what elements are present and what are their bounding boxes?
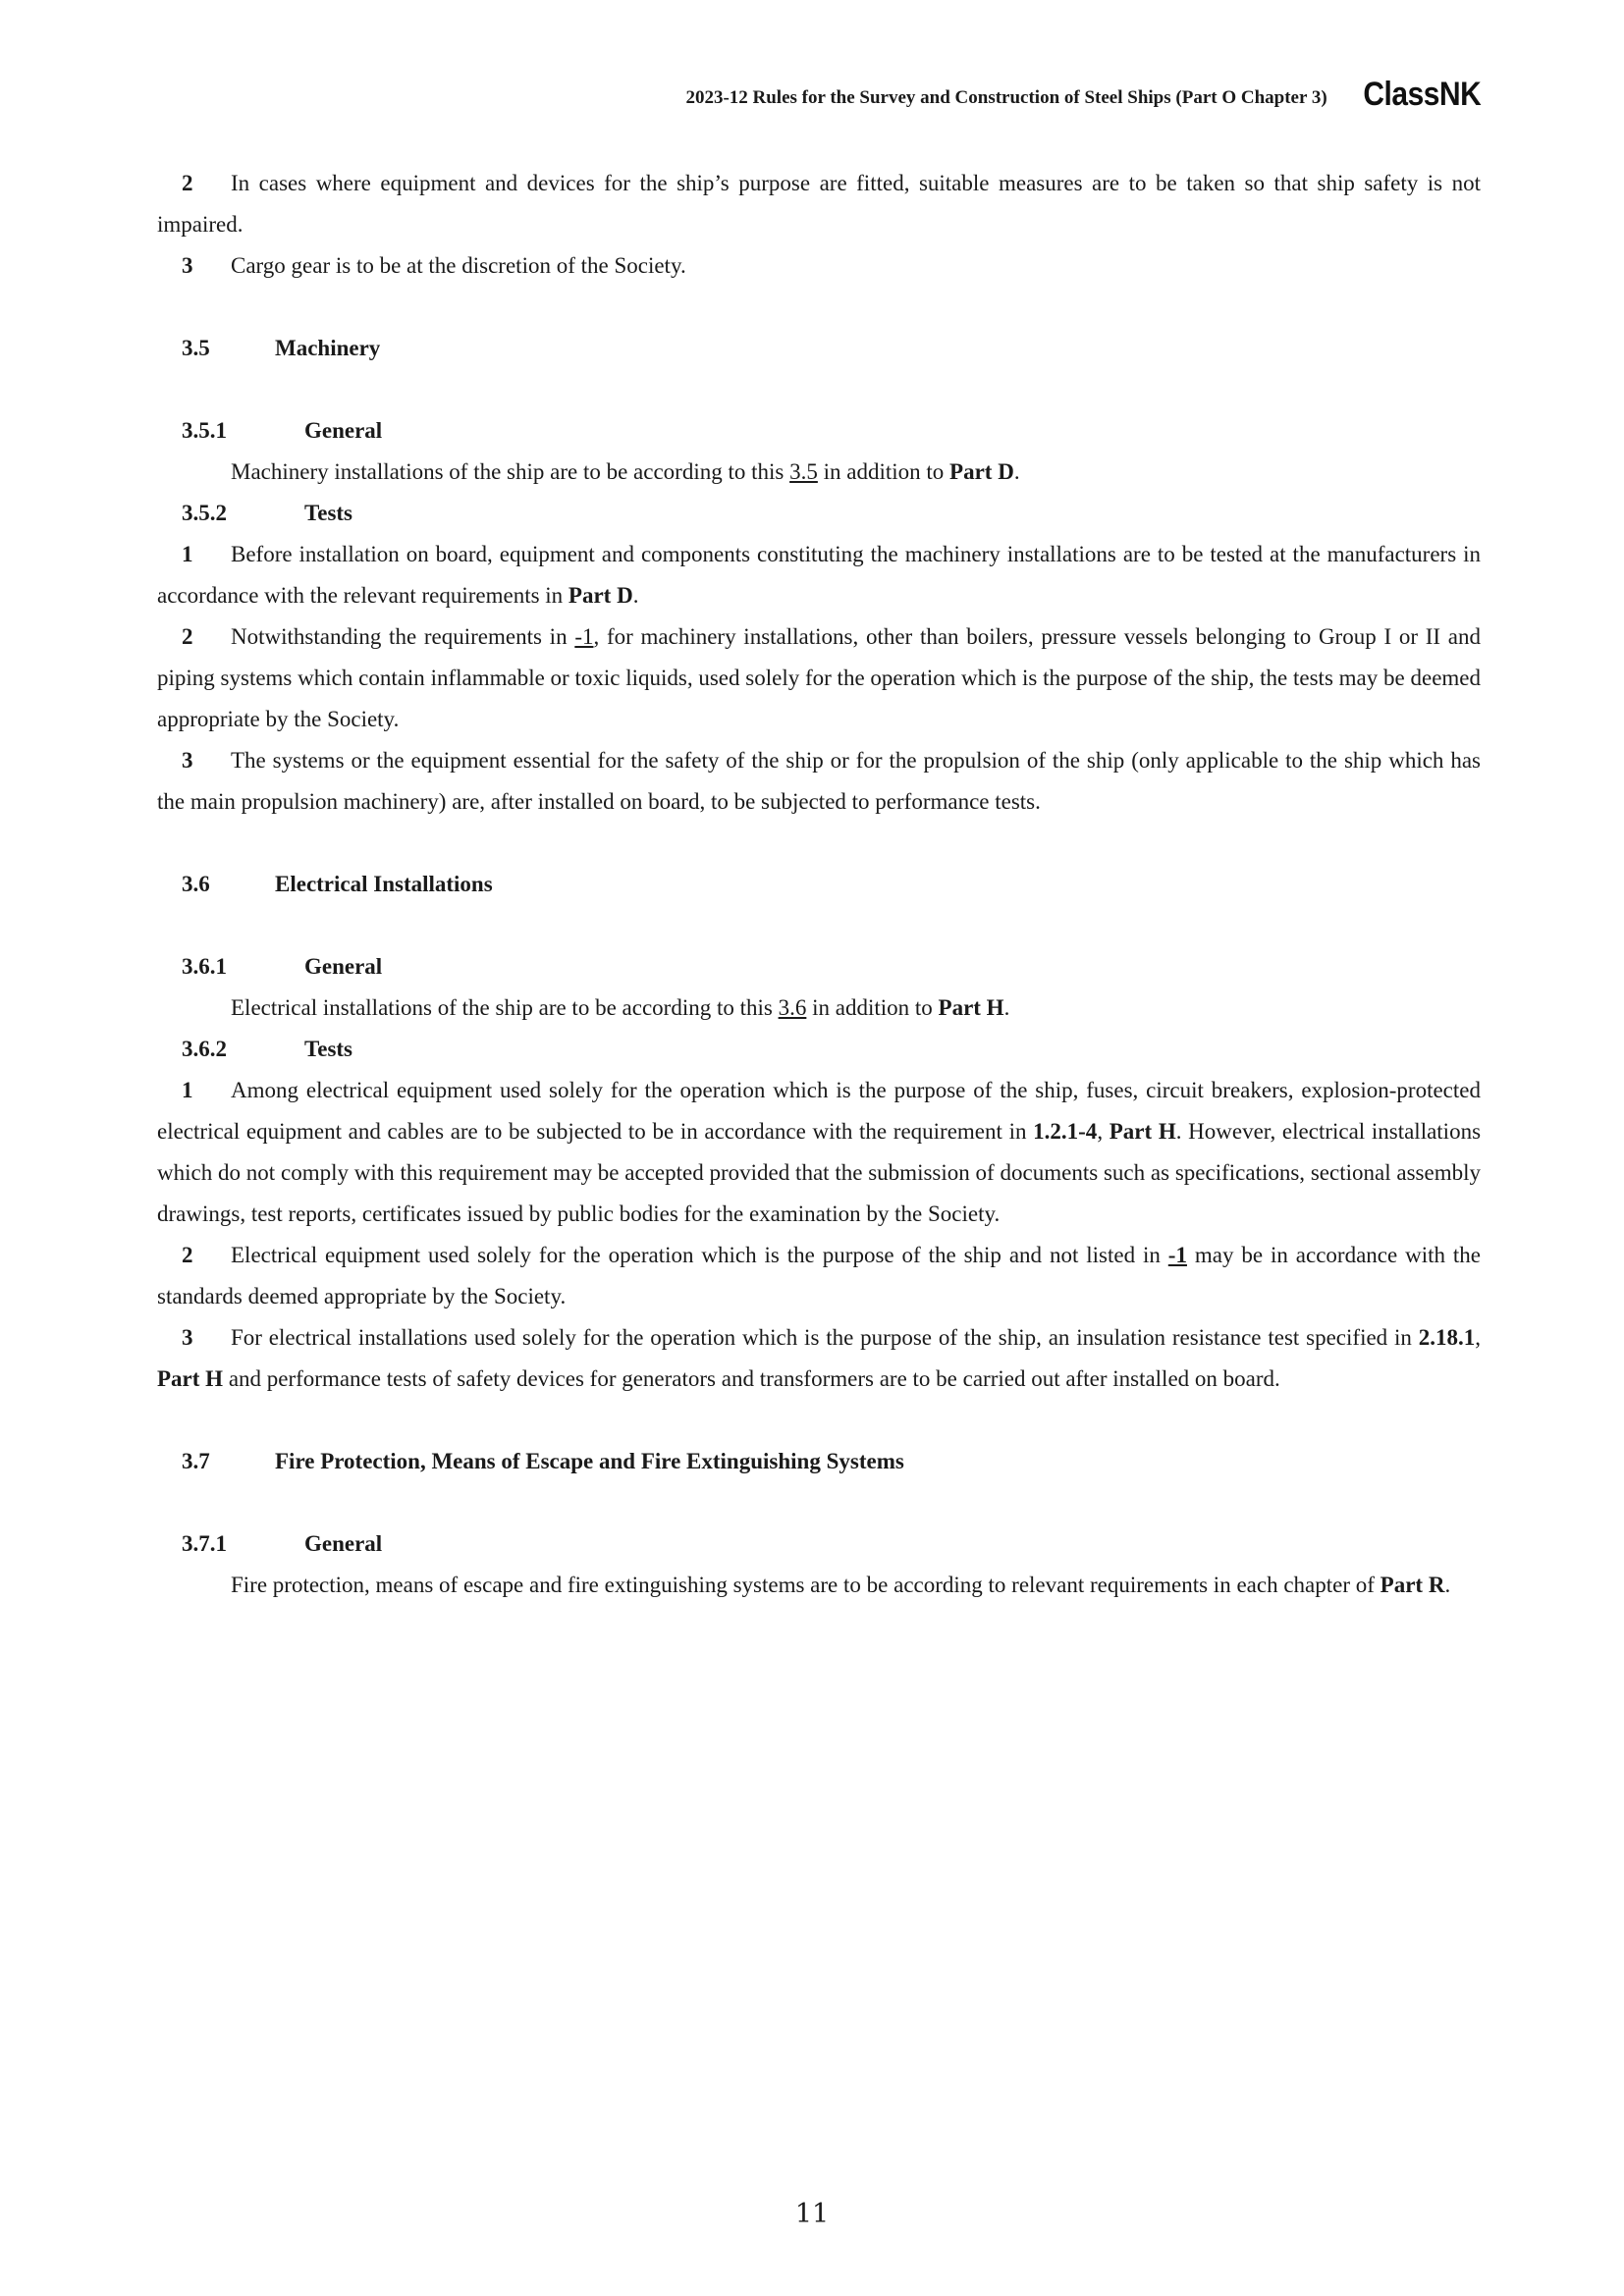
page-header (157, 73, 1481, 116)
requirement-reference: 2.18.1 (1418, 1325, 1476, 1350)
subsection-number: 3.6.1 (182, 954, 227, 979)
paragraph-3-5-2-3 (157, 740, 1481, 823)
subsection-number: 3.6.2 (182, 1037, 227, 1061)
text-run: Fire protection, means of escape and fire extinguishing systems are to be according to relevant requirements in each chapter of (231, 1573, 1380, 1597)
text-run: , (1097, 1119, 1110, 1144)
subsection-number: 3.7.1 (182, 1531, 227, 1556)
subsection-title: Tests (304, 1037, 352, 1061)
part-reference: Part H (157, 1366, 224, 1391)
section-title: Machinery (275, 336, 381, 360)
document-body (157, 163, 1481, 1606)
text-run: Electrical installations of the ship are to be according to this (231, 995, 779, 1020)
paragraph-number: 3 (182, 1325, 193, 1350)
paragraph-number: 2 (182, 1243, 193, 1267)
section-heading-3-7 (157, 1441, 1481, 1482)
text-run: and performance tests of safety devices for generators and transformers are to be carried out after installed on board. (223, 1366, 1280, 1391)
paragraph-text: In cases where equipment and devices for the ship’s purpose are fitted, suitable measures are to be taken so that ship safety is not impaired. (157, 171, 1481, 237)
text-run: Before installation on board, equipment and components constituting the machinery installations are to be tested at the manufacturers in accordance with the relevant requirements in (157, 542, 1481, 608)
subsection-title: General (304, 954, 383, 979)
section-heading-3-6 (157, 864, 1481, 905)
paragraph-3-7-1 (157, 1565, 1481, 1606)
part-reference: Part H (1109, 1119, 1176, 1144)
subsection-title: General (304, 1531, 383, 1556)
paragraph-3-6-2-3 (157, 1317, 1481, 1400)
paragraph-3-6-2-1 (157, 1070, 1481, 1235)
section-number: 3.6 (182, 872, 210, 896)
section-title: Fire Protection, Means of Escape and Fire Extinguishing Systems (275, 1449, 904, 1473)
cross-reference-link[interactable]: 3.5 (789, 459, 818, 484)
subsection-heading-3-6-1 (157, 946, 1481, 988)
paragraph-3-5-2-1 (157, 534, 1481, 616)
page-number: 11 (794, 2199, 830, 2229)
text-run: , (1475, 1325, 1481, 1350)
subsection-heading-3-5-1 (157, 410, 1481, 452)
cross-reference-link[interactable]: -1 (1167, 1243, 1187, 1267)
text-run: Machinery installations of the ship are to be according to this (231, 459, 790, 484)
paragraph-3-4-2 (157, 163, 1481, 245)
text-run: Notwithstanding the requirements in (231, 624, 575, 649)
text-run: in addition to (806, 995, 939, 1020)
subsection-title: Tests (304, 501, 352, 525)
text-run: , for machinery installations, other than boilers, pressure vessels belonging to Group I or II and piping systems which contain inflammable or toxic liquids, used solely for the operation which is the purpose of the ship, the tests may be deemed appropriate by the Society. (157, 624, 1481, 731)
section-number: 3.5 (182, 336, 210, 360)
paragraph-text: The systems or the equipment essential for the safety of the ship or for the propulsion of the ship (only applicable to the ship which has the main propulsion machinery) are, after installed on board, to be subjected to performance tests. (157, 748, 1481, 814)
paragraph-3-5-1 (157, 452, 1481, 493)
paragraph-3-4-3 (157, 245, 1481, 287)
paragraph-3-6-2-2 (157, 1235, 1481, 1317)
cross-reference-link[interactable]: 3.6 (778, 995, 807, 1020)
section-heading-3-5 (157, 328, 1481, 369)
text-run: For electrical installations used solely for the operation which is the purpose of the ship, an insulation resistance test specified in (231, 1325, 1419, 1350)
cross-reference-link[interactable]: -1 (574, 624, 594, 649)
text-run: . (1013, 459, 1020, 484)
paragraph-number: 2 (182, 171, 193, 195)
part-reference: Part H (938, 995, 1004, 1020)
header-title: 2023-12 Rules for the Survey and Construction of Steel Ships (Part O Chapter 3) (685, 87, 1327, 108)
text-run: . (1003, 995, 1010, 1020)
text-run: . (1444, 1573, 1451, 1597)
text-run: may be in accordance with the standards deemed appropriate by the Society. (157, 1243, 1481, 1308)
subsection-title: General (304, 418, 383, 443)
subsection-heading-3-7-1 (157, 1523, 1481, 1565)
part-reference: Part R (1380, 1573, 1445, 1597)
paragraph-number: 3 (182, 253, 193, 278)
paragraph-number: 3 (182, 748, 193, 773)
paragraph-number: 2 (182, 624, 193, 649)
text-run: Among electrical equipment used solely for the operation which is the purpose of the ship, fuses, circuit breakers, explosion-protected electrical equipment and cables are to be subjected to be in accordance with the requirement in (157, 1078, 1481, 1144)
classnk-logo: ClassNK (1363, 75, 1481, 113)
part-reference: Part D (568, 583, 633, 608)
subsection-number: 3.5.1 (182, 418, 227, 443)
paragraph-3-5-2-2 (157, 616, 1481, 740)
paragraph-text: Cargo gear is to be at the discretion of the Society. (231, 253, 686, 278)
text-run: . However, electrical installations which do not comply with this requirement may be accepted provided that the submission of documents such as specifications, sectional assembly drawings, test reports, certificates issued by public bodies for the examination by the Society. (157, 1119, 1482, 1226)
subsection-number: 3.5.2 (182, 501, 227, 525)
subsection-heading-3-6-2 (157, 1029, 1481, 1070)
text-run: Electrical equipment used solely for the operation which is the purpose of the ship and not listed in (231, 1243, 1168, 1267)
requirement-reference: 1.2.1-4 (1033, 1119, 1098, 1144)
part-reference: Part D (949, 459, 1014, 484)
paragraph-number: 1 (182, 542, 193, 566)
text-run: . (632, 583, 639, 608)
paragraph-3-6-1 (157, 988, 1481, 1029)
section-title: Electrical Installations (275, 872, 493, 896)
paragraph-number: 1 (182, 1078, 193, 1102)
subsection-heading-3-5-2 (157, 493, 1481, 534)
section-number: 3.7 (182, 1449, 210, 1473)
text-run: in addition to (817, 459, 950, 484)
